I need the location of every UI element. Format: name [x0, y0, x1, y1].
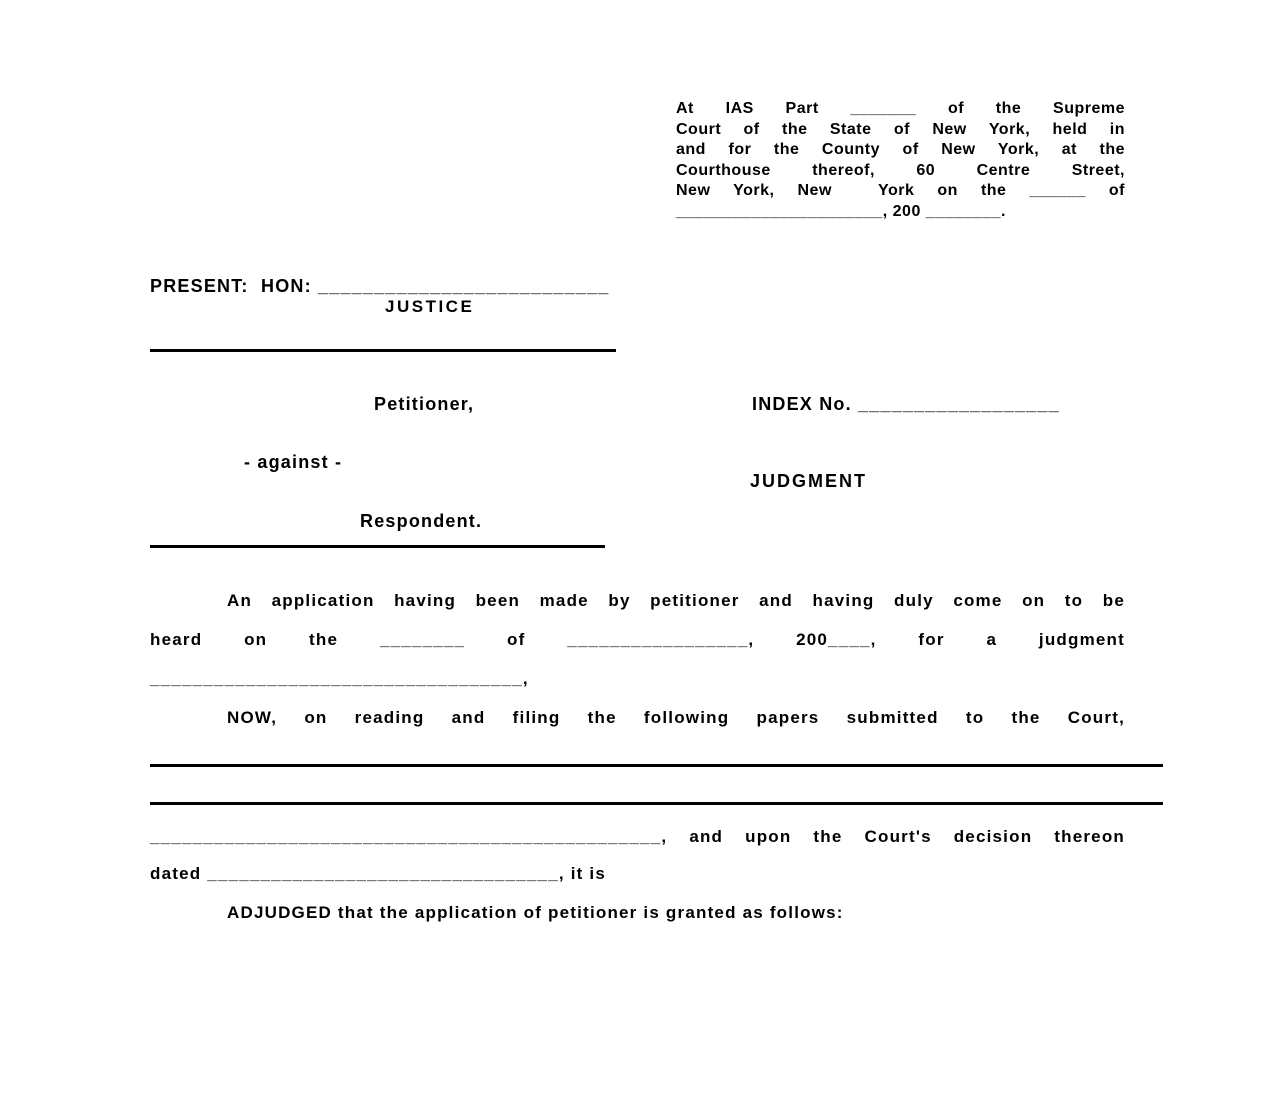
respondent-label: Respondent.	[360, 511, 483, 531]
court-decision-line: ________________________________________________, and upon the Court's decision thereon	[150, 827, 1125, 846]
caption-top-rule	[150, 349, 616, 352]
venue-line-2: Court of the State of New York, held in	[676, 120, 1125, 138]
dated-line: dated _________________________________, it is	[150, 864, 606, 883]
venue-line-1: At IAS Part _______ of the Supreme	[676, 100, 1125, 117]
petitioner-label: Petitioner,	[374, 394, 475, 414]
against-label: - against -	[244, 452, 343, 472]
venue-line-4: Courthouse thereof, 60 Centre Street,	[676, 161, 1125, 179]
papers-blank-rule-1	[150, 764, 1163, 767]
papers-blank-rule-2	[150, 802, 1163, 805]
venue-block	[676, 99, 1125, 222]
justice-label: JUSTICE	[385, 297, 475, 316]
present-hon-line: PRESENT: HON: __________________________	[150, 276, 610, 296]
index-number-line: INDEX No. __________________	[752, 394, 1060, 414]
adjudged-line: ADJUDGED that the application of petitioner is granted as follows:	[227, 903, 844, 922]
now-reading-line: NOW, on reading and filing the following papers submitted to the Court,	[227, 708, 1125, 727]
venue-line-3: and for the County of New York, at the	[676, 141, 1125, 158]
application-blank-line: ___________________________________,	[150, 669, 529, 688]
application-line-1: An application having been made by petitioner and having duly come on to be	[227, 591, 1125, 610]
venue-line-5: New York, New York on the ______ of	[676, 182, 1125, 199]
judgment-title: JUDGMENT	[750, 471, 868, 491]
caption-bottom-rule	[150, 545, 605, 548]
application-line-2: heard on the ________ of _________________, 200____, for a judgment	[150, 630, 1125, 649]
venue-line-6: ______________________, 200 ________.	[676, 202, 1006, 220]
